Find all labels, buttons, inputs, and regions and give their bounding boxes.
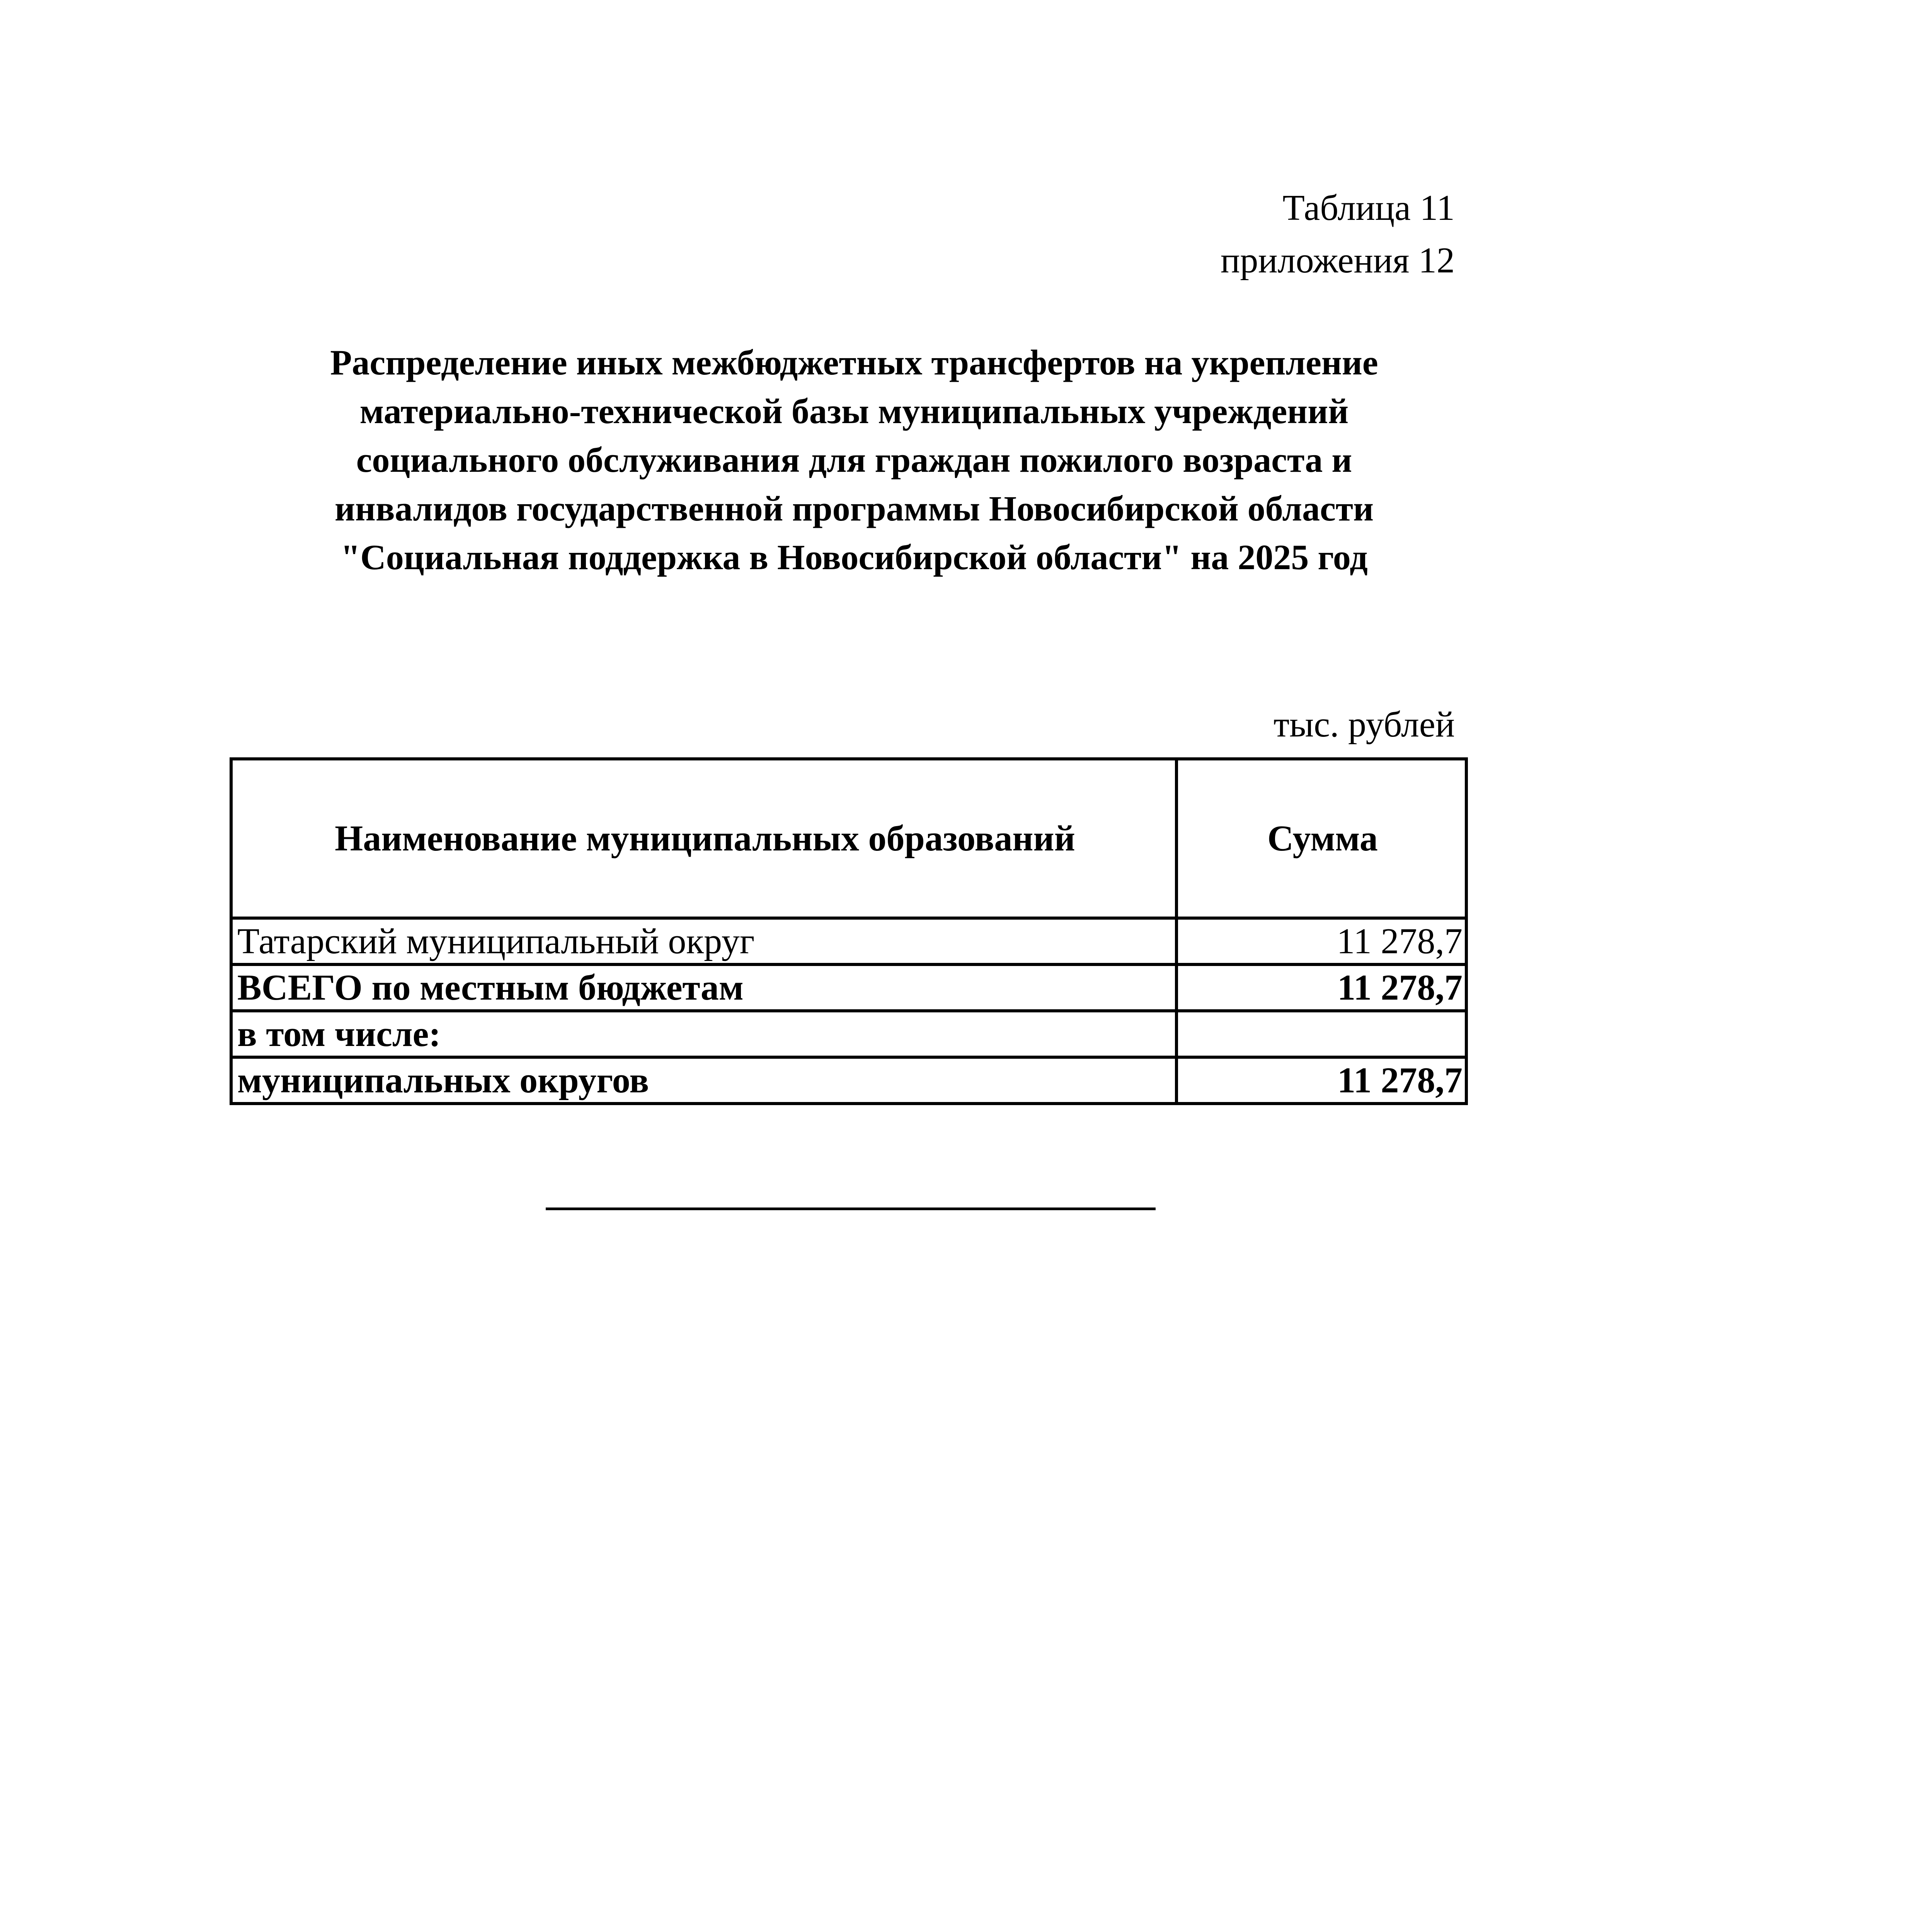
table-row-districts	[231, 1057, 1466, 1104]
title-line: инвалидов государственной программы Новосибирской области	[334, 489, 1374, 528]
appendix-number: приложения 12	[1221, 240, 1455, 281]
total-label: ВСЕГО по местным бюджетам	[231, 964, 1176, 1011]
closing-separator-line	[546, 1208, 1156, 1210]
document-title	[216, 338, 1492, 582]
title-line: материально-технической базы муниципальных учреждений	[359, 391, 1349, 431]
table-row	[231, 918, 1466, 964]
total-amount: 11 278,7	[1176, 964, 1466, 1011]
title-line: "Социальная поддержка в Новосибирской области" на 2025 год	[340, 537, 1368, 577]
districts-label: муниципальных округов	[231, 1057, 1176, 1104]
table-row-including	[231, 1011, 1466, 1057]
including-amount	[1176, 1011, 1466, 1057]
units-label: тыс. рублей	[1273, 704, 1455, 745]
column-header-sum: Сумма	[1176, 759, 1466, 918]
including-label: в том числе:	[231, 1011, 1176, 1057]
table-number: Таблица 11	[1282, 188, 1455, 228]
amount-value: 11 278,7	[1176, 918, 1466, 964]
title-line: Распределение иных межбюджетных трансфертов на укрепление	[330, 343, 1378, 382]
title-line: социального обслуживания для граждан пожилого возраста и	[356, 440, 1352, 480]
transfers-table	[230, 757, 1468, 1105]
table-annex-reference	[1221, 182, 1455, 287]
municipality-name: Татарский муниципальный округ	[231, 918, 1176, 964]
column-header-name: Наименование муниципальных образований	[231, 759, 1176, 918]
table-header-row	[231, 759, 1466, 918]
districts-amount: 11 278,7	[1176, 1057, 1466, 1104]
table-row-total	[231, 964, 1466, 1011]
